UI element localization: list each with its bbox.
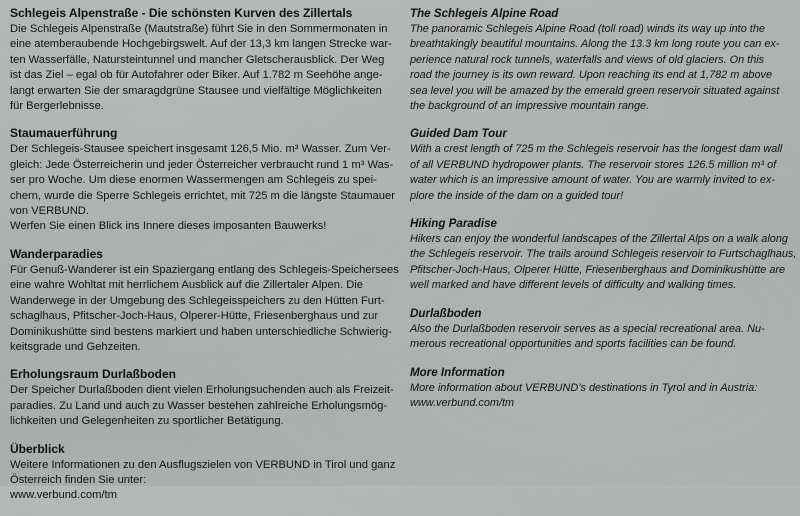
text-line: gleich: Jede Österreicherin und jeder Österreicher verbraucht rund 1 m³ Was- [10,158,394,171]
section-body [410,232,797,294]
text-line: of all VERBUND hydropower plants. The reservoir stores 126.5 million m³ of [410,158,777,171]
section-body [10,263,399,355]
text-line: Der Speicher Durlaßboden dient vielen Erholungsuchenden auch als Freizeit- [10,384,394,397]
text-line: Werfen Sie einen Blick ins Innere dieses imposanten Bauwerks! [10,220,327,233]
section-more-information [410,365,794,412]
text-line: Österreich finden Sie unter: [10,473,147,486]
text-line: perience natural rock tunnels, waterfalls and views of old glaciers. On this [410,53,765,66]
text-line: schaglhaus, Pfitscher-Joch-Haus, Olperer-Hütte, Friesenberghaus und zur [10,310,379,323]
section-heading: Hiking Paradise [410,217,497,231]
text-line: Für Genuß-Wanderer ist ein Spaziergang entlang des Schlegeis-Speichersees [10,263,399,276]
section-staumauerfuehrung [10,126,394,234]
section-heading: The Schlegeis Alpine Road [410,7,559,20]
section-guided-dam-tour [410,126,794,204]
text-line: für Bergerlebnisse. [10,100,104,113]
text-line: keitsgrade und Gehzeiten. [10,340,141,353]
section-heading: Schlegeis Alpenstraße - Die schönsten Kurven des Zillertals [10,6,353,20]
text-line: Also the Durlaßboden reservoir serves as a special recreational area. Nu- [410,322,765,335]
text-line: Pfitscher-Joch-Haus, Olperer Hütte, Friesenberghaus and Dominikushütte are [410,263,786,276]
german-column [10,6,399,516]
text-line: merous recreational opportunities and sports facilities can be found. [410,338,737,351]
section-heading: Erholungsraum Durlaßboden [10,367,177,382]
text-line: lichkeiten und Gelegenheiten zu sportlicher Betätigung. [10,415,284,428]
section-heading: Wanderparadies [10,246,103,261]
section-durlassboden [410,306,794,353]
text-line: breathtakingly beautiful mountains. Along the 13.3 km long route you can ex- [410,38,780,51]
section-heading: More Information [410,365,505,379]
section-heading: Staumauerführung [10,126,118,141]
text-line: ten Wasserfälle, Natursteintunnel und mancher Gletscherausblick. Der Weg [10,53,385,66]
section-ueberblick [10,442,394,504]
text-line: chern, wurde die Sperre Schlegeis errichtet, mit 725 m die längste Staumauer [10,189,395,202]
text-line: With a crest length of 725 m the Schlegeis reservoir has the longest dam wall [410,143,783,156]
text-line: Der Schlegeis-Stausee speichert insgesamt 126,5 Mio. m³ Wasser. Zum Ver- [10,143,391,156]
text-line: well marked and have different levels of difficulty and walking times. [410,279,737,292]
section-body [10,458,394,504]
text-line: Hikers can enjoy the wonderful landscapes of the Zillertal Alps on a walk along [410,233,788,246]
text-line: Dominikushütte sind bestens markiert und haben unterschiedliche Schwierig- [10,325,392,338]
text-line: plore the inside of the dam on a guided tour! [410,189,624,202]
website-url: www.verbund.com/tm [10,489,117,502]
text-line: water which is an impressive amount of water. You are warmly invited to ex- [410,174,775,187]
section-heading: Guided Dam Tour [410,127,507,141]
text-line: The panoramic Schlegeis Alpine Road (toll road) winds its way up into the [410,23,765,35]
text-line: Weitere Informationen zu den Ausflugszielen von VERBUND in Tirol und ganz [10,458,396,471]
text-line: road the journey is its own reward. Upon reaching its end at 1,782 m above [410,69,773,82]
text-line: eine atemberaubende Hochgebirgswelt. Auf der 13,3 km langen Strecke war- [10,38,392,51]
section-heading: Überblick [10,441,65,456]
section-body [410,142,794,204]
text-line: More information about VERBUND’s destinations in Tyrol and in Austria: [410,381,758,394]
text-line: ist das Ziel – egal ob für Autofahrer oder Biker. Auf 1.782 m Seehöhe ange- [10,69,383,82]
text-line: sea level you will be amazed by the emerald green reservoir situated against [410,84,780,97]
text-line: eine wahre Wohltat mit herrlichem Ausblick auf die Zillertaler Alpen. Die [10,279,363,292]
section-body [10,22,394,114]
section-heading: Durlaßboden [410,306,482,320]
section-body [410,381,794,412]
text-line: paradies. Zu Land und auch zu Wasser bestehen zahlreiche Erholungsmög- [10,399,388,412]
section-alpenstrasse [10,6,394,114]
website-url: www.verbund.com/tm [410,396,515,409]
section-hiking-paradise [410,216,797,294]
section-erholungsraum [10,367,394,429]
text-line: langt erwarten Sie der smaragdgrüne Stausee und vielfältige Möglichkeiten [10,84,382,97]
english-column [410,6,797,423]
text-line: the Schlegeis reservoir. The trails around Schlegeis reservoir to Furtschaglhaus, [410,248,797,261]
section-body [410,22,794,114]
section-wanderparadies [10,246,399,355]
text-line: ser pro Woche. Um diese enormen Wassermengen am Schlegeis zu spei- [10,174,377,187]
section-body [410,322,794,353]
section-body [10,142,394,234]
text-line: Die Schlegeis Alpenstraße (Mautstraße) führt Sie in den Sommermonaten in [10,23,388,35]
section-body [10,383,394,429]
text-line: von VERBUND. [10,205,89,218]
text-line: Wanderwege in der Umgebung des Schlegeisspeichers zu den Hütten Furt- [10,294,385,307]
section-alpine-road [410,6,794,114]
text-line: the background of an impressive mountain range. [410,100,650,113]
